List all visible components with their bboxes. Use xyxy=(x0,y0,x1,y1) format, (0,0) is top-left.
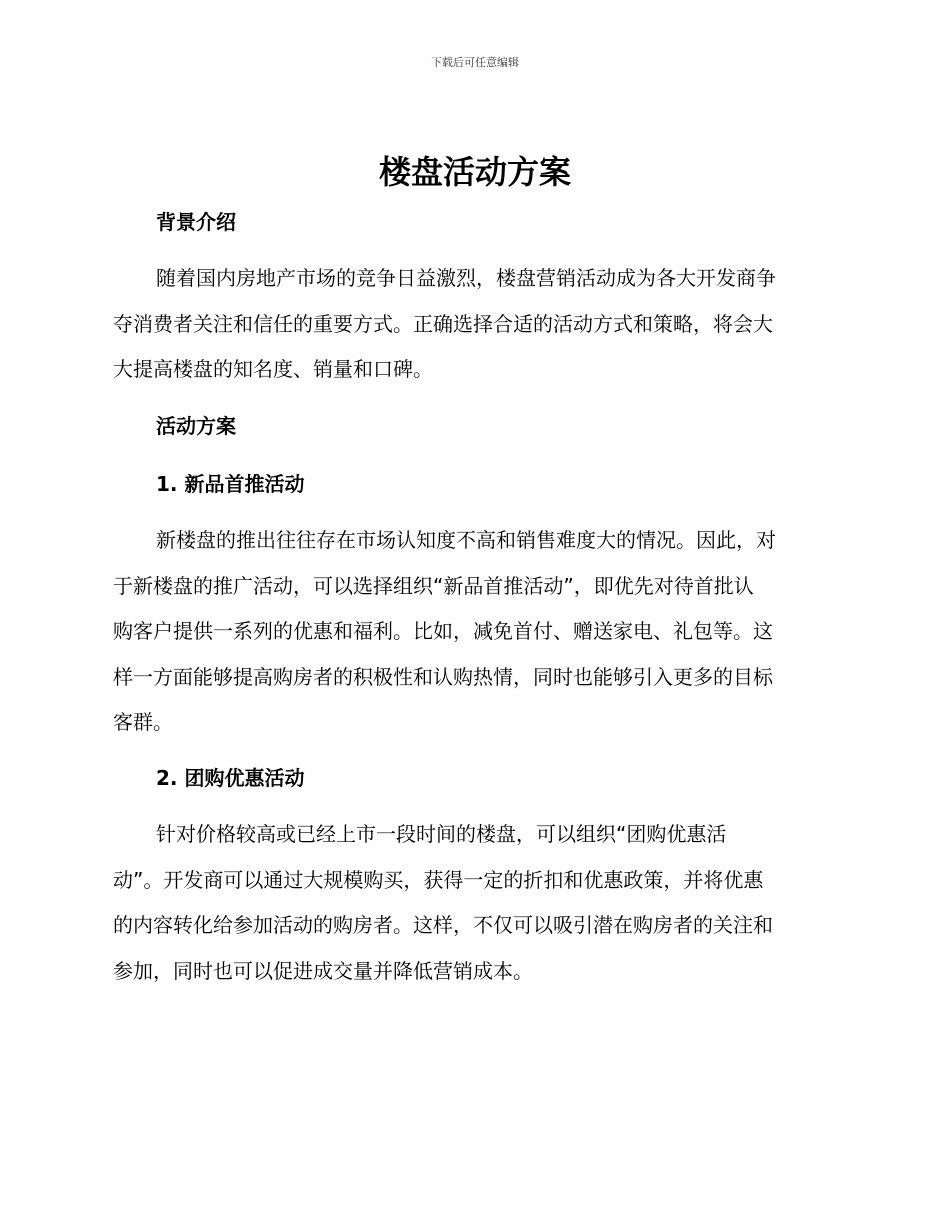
paragraph-line: 随着国内房地产市场的竞争日益激烈，楼盘营销活动成为各大开发商争 xyxy=(156,266,776,290)
paragraph-line: 新楼盘的推出往往存在市场认知度不高和销售难度大的情况。因此，对 xyxy=(156,528,776,552)
plan-heading: 活动方案 xyxy=(156,414,236,438)
paragraph-line: 于新楼盘的推广活动，可以选择组织“新品首推活动”，即优先对待首批认 xyxy=(113,573,754,598)
document-title: 楼盘活动方案 xyxy=(378,153,571,191)
paragraph-line: 客群。 xyxy=(113,710,173,734)
header-note: 下载后可任意编辑 xyxy=(431,56,519,69)
item2-heading: 2. 团购优惠活动 xyxy=(156,766,305,790)
item2-paragraph xyxy=(113,812,833,994)
paragraph-line: 针对价格较高或已经上市一段时间的楼盘，可以组织“团购优惠活 xyxy=(156,822,727,846)
paragraph-line: 动”。开发商可以通过大规模购买，获得一定的折扣和优惠政策，并将优惠 xyxy=(113,867,764,892)
background-paragraph xyxy=(113,256,833,393)
paragraph-line: 的内容转化给参加活动的购房者。这样，不仅可以吸引潜在购房者的关注和 xyxy=(113,913,773,937)
paragraph-line: 夺消费者关注和信任的重要方式。正确选择合适的活动方式和策略，将会大 xyxy=(113,311,773,336)
background-heading: 背景介绍 xyxy=(156,210,236,234)
paragraph-line: 参加，同时也可以促进成交量并降低营销成本。 xyxy=(113,958,533,983)
paragraph-line: 购客户提供一系列的优惠和福利。比如，减免首付、赠送家电、礼包等。这 xyxy=(113,619,773,643)
item1-paragraph xyxy=(113,518,833,746)
paragraph-line: 大提高楼盘的知名度、销量和口碑。 xyxy=(113,357,433,381)
paragraph-line: 样一方面能够提高购房者的积极性和认购热情，同时也能够引入更多的目标 xyxy=(113,664,773,689)
item1-heading: 1. 新品首推活动 xyxy=(156,472,305,496)
